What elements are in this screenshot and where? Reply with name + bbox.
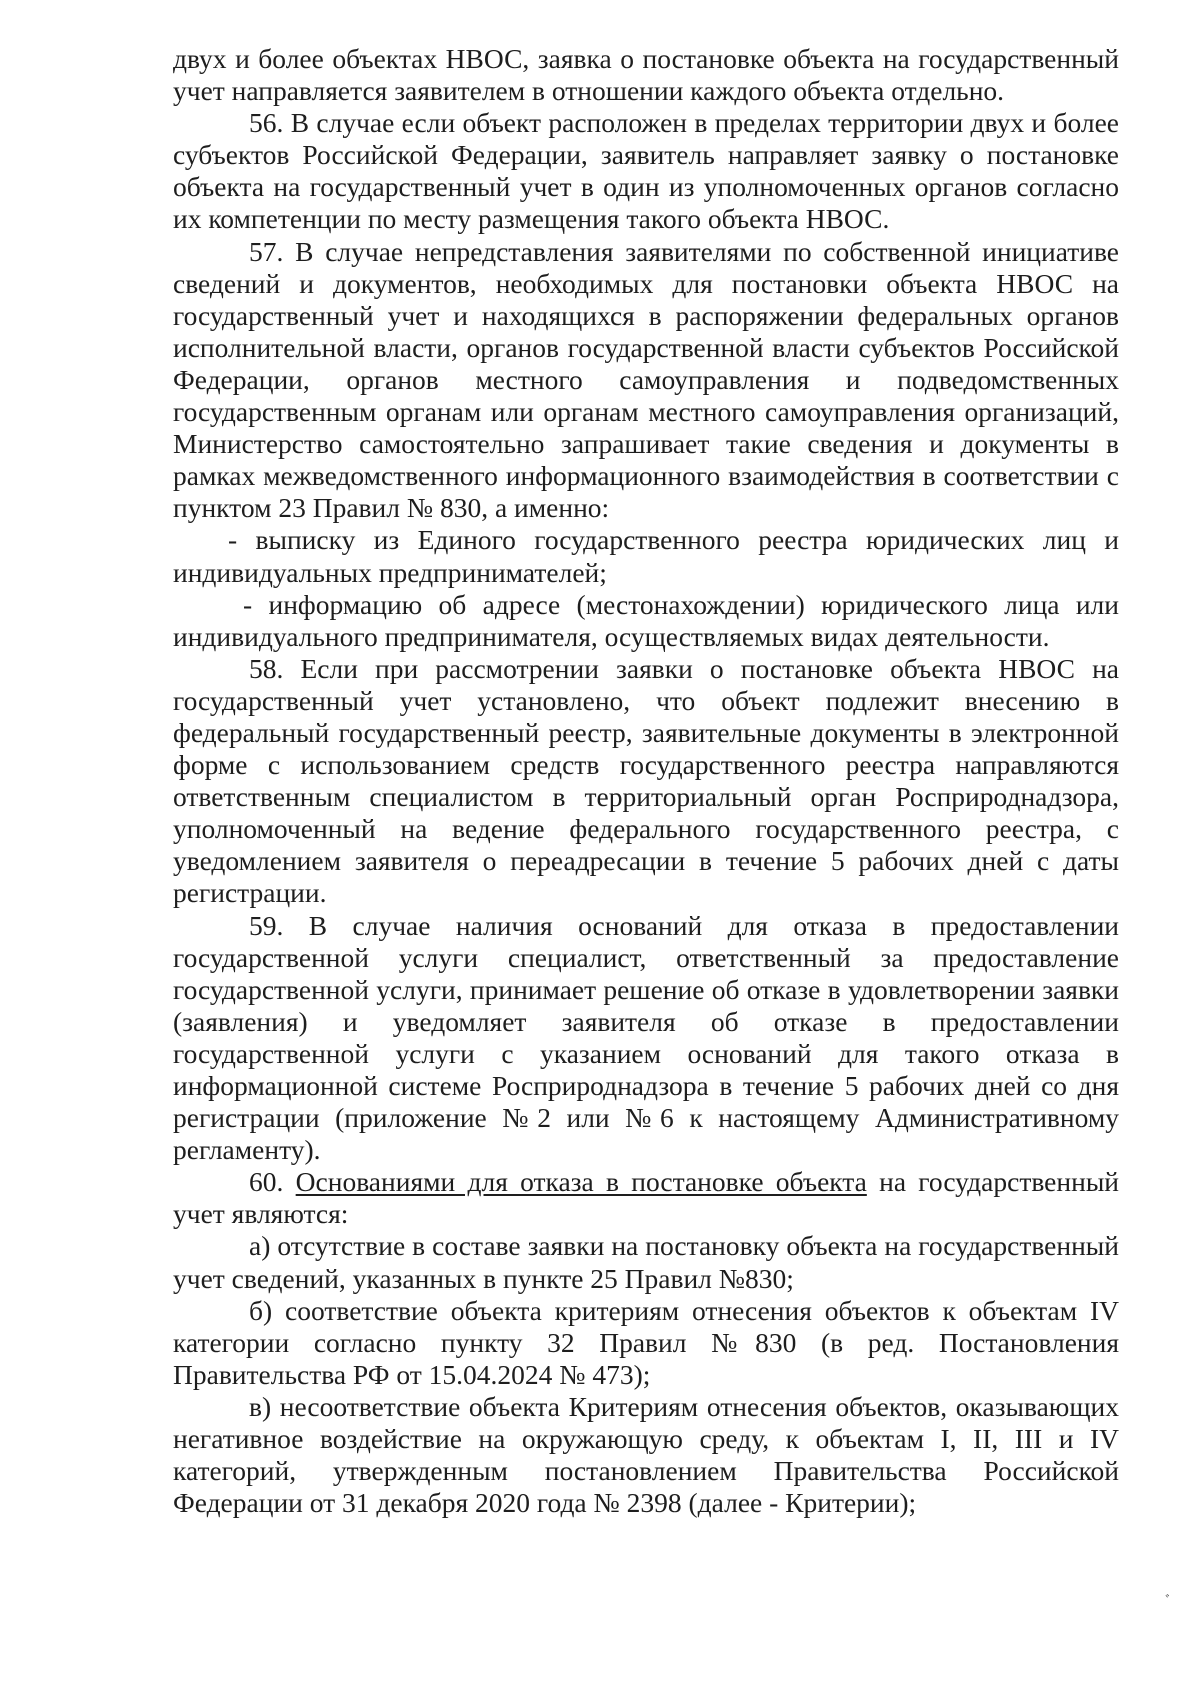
paragraph-60-item-b: б) соответствие объекта критериям отнесения объектов к объектам IV категории согласно пункту 32 Правил №830 (в ред. Постановления Правительства РФ от 15.04.2024 № 473);: [173, 1294, 1119, 1390]
paragraph-60-item-v: в) несоответствие объекта Критериям отнесения объектов, оказывающих негативное воздействие на окружающую среду, к объектам I, II, III и IV категорий, утвержденным постановлением Правительства Российской Федерации от 31 декабря 2020 года № 2398 (далее - Критерии);: [173, 1390, 1119, 1519]
paragraph-57: 57. В случае непредставления заявителями по собственной инициативе сведений и документов, необходимых для постановки объекта НВОС на государственный учет и находящихся в распоряжении федеральных органов исполнительной власти, органов государственной власти субъектов Российской Федерации, органов местного самоуправления и подведомственных государственным органам или органам местного самоуправления организаций, Министерство самостоятельно запрашивает такие сведения и документы в рамках межведомственного информационного взаимодействия в соответствии с пунктом 23 Правил № 830, а именно:: [173, 235, 1119, 524]
paragraph-56: 56. В случае если объект расположен в пределах территории двух и более субъектов Российской Федерации, заявитель направляет заявку о постановке объекта на государственный учет в один из уполномоченных органов согласно их компетенции по месту размещения такого объекта НВОС.: [173, 107, 1119, 235]
paragraph-58: 58. Если при рассмотрении заявки о постановке объекта НВОС на государственный учет установлено, что объект подлежит внесению в федеральный государственный реестр, заявительные документы в электронной форме с использованием средств государственного реестра направляются ответственным специалистом в территориальный орган Росприроднадзора, уполномоченный на ведение федерального государственного реестра, с уведомлением заявителя о переадресации в течение 5 рабочих дней с даты регистрации.: [173, 652, 1119, 909]
paragraph-60-rest: на государственный учет являются:: [173, 1166, 1120, 1230]
paragraph-57-item-1: - выписку из Единого государственного реестра юридических лиц и индивидуальных предпринимателей;: [173, 524, 1119, 588]
paragraph-60: [173, 1166, 1119, 1230]
paragraph-continuation: двух и более объектах НВОС, заявка о постановке объекта на государственный учет направляется заявителем в отношении каждого объекта отдельно.: [173, 43, 1119, 107]
paragraph-57-item-2: - информацию об адресе (местонахождении) юридического лица или индивидуального предпринимателя, осуществляемых видах деятельности.: [173, 588, 1119, 652]
paragraph-60-number: 60.: [249, 1166, 296, 1198]
margin-scan-mark: ﾞ: [1165, 1594, 1172, 1610]
paragraph-60-underlined-heading: Основаниями для отказа в постановке объекта: [295, 1166, 867, 1198]
paragraph-59: 59. В случае наличия оснований для отказа в предоставлении государственной услуги специалист, ответственный за предоставление государственной услуги, принимает решение об отказе в удовлетворении заявки (заявления) и уведомляет заявителя об отказе в предоставлении государственной услуги с указанием оснований для такого отказа в информационной системе Росприроднадзора в течение 5 рабочих дней со дня регистрации (приложение №2 или №6 к настоящему Административному регламенту).: [173, 909, 1119, 1166]
paragraph-60-item-a: а) отсутствие в составе заявки на постановку объекта на государственный учет сведений, указанных в пункте 25 Правил №830;: [173, 1230, 1119, 1294]
document-body: [173, 43, 1119, 1519]
